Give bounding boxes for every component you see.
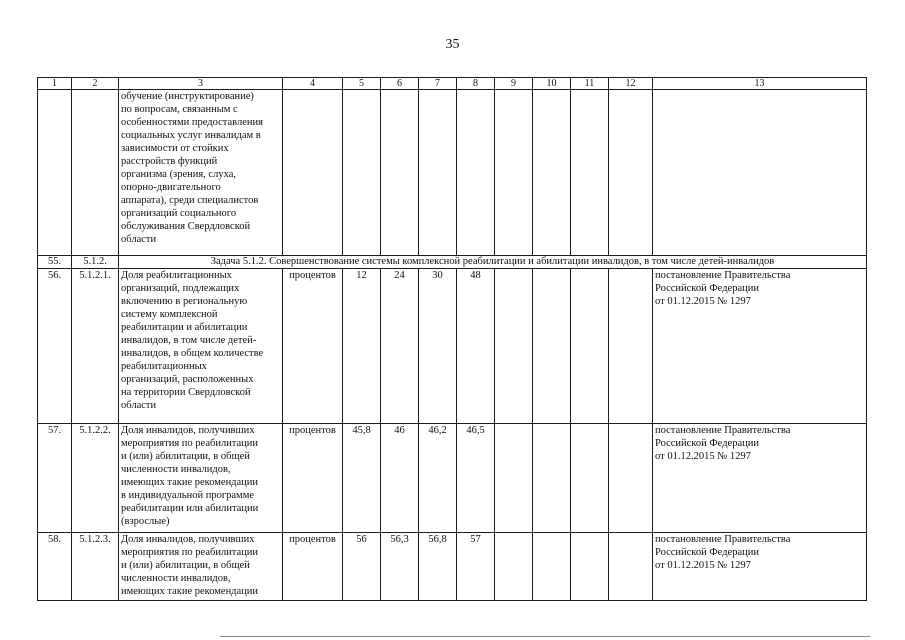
value-col-8: 57: [457, 533, 495, 601]
column-header: 3: [119, 78, 283, 90]
column-header: 4: [283, 78, 343, 90]
row-number: 57.: [38, 424, 72, 533]
unit-cell: процентов: [283, 424, 343, 533]
value-col-6: 24: [381, 269, 419, 424]
row-number: 58.: [38, 533, 72, 601]
table-row: [38, 533, 867, 601]
column-header: 2: [72, 78, 119, 90]
indicators-table: [37, 77, 867, 601]
column-header: 12: [609, 78, 653, 90]
value-col-5: 45,8: [343, 424, 381, 533]
indicator-name: Доля реабилитационных организаций, подлежащих включению в региональную систему комплексной реабилитации и абилитации инвалидов, в том числе детей- инвалидов, в общем количестве реабилитационных организаций, расположенных на территории Свердловской области: [119, 269, 283, 424]
row-code: 5.1.2.3.: [72, 533, 119, 601]
column-header: 8: [457, 78, 495, 90]
row-code: 5.1.2.1.: [72, 269, 119, 424]
row-code: 5.1.2.2.: [72, 424, 119, 533]
column-header: 5: [343, 78, 381, 90]
row-number: 55.: [38, 256, 72, 269]
value-col-5: 56: [343, 533, 381, 601]
value-col-8: 48: [457, 269, 495, 424]
task-title: Задача 5.1.2. Совершенствование системы комплексной реабилитации и абилитации инвалидов, в том числе детей-инвалидов: [119, 256, 867, 269]
column-header: 11: [571, 78, 609, 90]
row-code: 5.1.2.: [72, 256, 119, 269]
column-header: 9: [495, 78, 533, 90]
column-header: 6: [381, 78, 419, 90]
table-row-continued: [38, 90, 867, 256]
task-row: [38, 256, 867, 269]
value-col-6: 46: [381, 424, 419, 533]
value-col-7: 56,8: [419, 533, 457, 601]
column-number-row: [38, 78, 867, 90]
page-number: 35: [445, 37, 460, 52]
unit-cell: процентов: [283, 533, 343, 601]
column-header: 7: [419, 78, 457, 90]
column-header: 1: [38, 78, 72, 90]
value-col-8: 46,5: [457, 424, 495, 533]
table-row: [38, 424, 867, 533]
value-col-6: 56,3: [381, 533, 419, 601]
indicator-name: Доля инвалидов, получивших мероприятия по реабилитации и (или) абилитации, в общей численности инвалидов, имеющих такие рекомендации: [119, 533, 283, 601]
column-header: 10: [533, 78, 571, 90]
row-number: 56.: [38, 269, 72, 424]
value-col-7: 46,2: [419, 424, 457, 533]
column-header: 13: [653, 78, 867, 90]
table-row: [38, 269, 867, 424]
legal-basis: постановление Правительства Российской Федерации от 01.12.2015 № 1297: [653, 269, 867, 424]
scan-edge-line: [220, 636, 870, 637]
value-col-7: 30: [419, 269, 457, 424]
legal-basis: постановление Правительства Российской Федерации от 01.12.2015 № 1297: [653, 424, 867, 533]
unit-cell: процентов: [283, 269, 343, 424]
legal-basis: постановление Правительства Российской Федерации от 01.12.2015 № 1297: [653, 533, 867, 601]
indicator-name: обучение (инструктирование) по вопросам, связанным с особенностями предоставления социальных услуг инвалидам в зависимости от стойких расстройств функций организма (зрения, слуха, опорно-двигательного аппарата), среди специалистов организаций социального обслуживания Свердловской области: [119, 90, 283, 256]
value-col-5: 12: [343, 269, 381, 424]
indicator-name: Доля инвалидов, получивших мероприятия по реабилитации и (или) абилитации, в общей численности инвалидов, имеющих такие рекомендации в индивидуальной программе реабилитации или абилитации (взрослые): [119, 424, 283, 533]
